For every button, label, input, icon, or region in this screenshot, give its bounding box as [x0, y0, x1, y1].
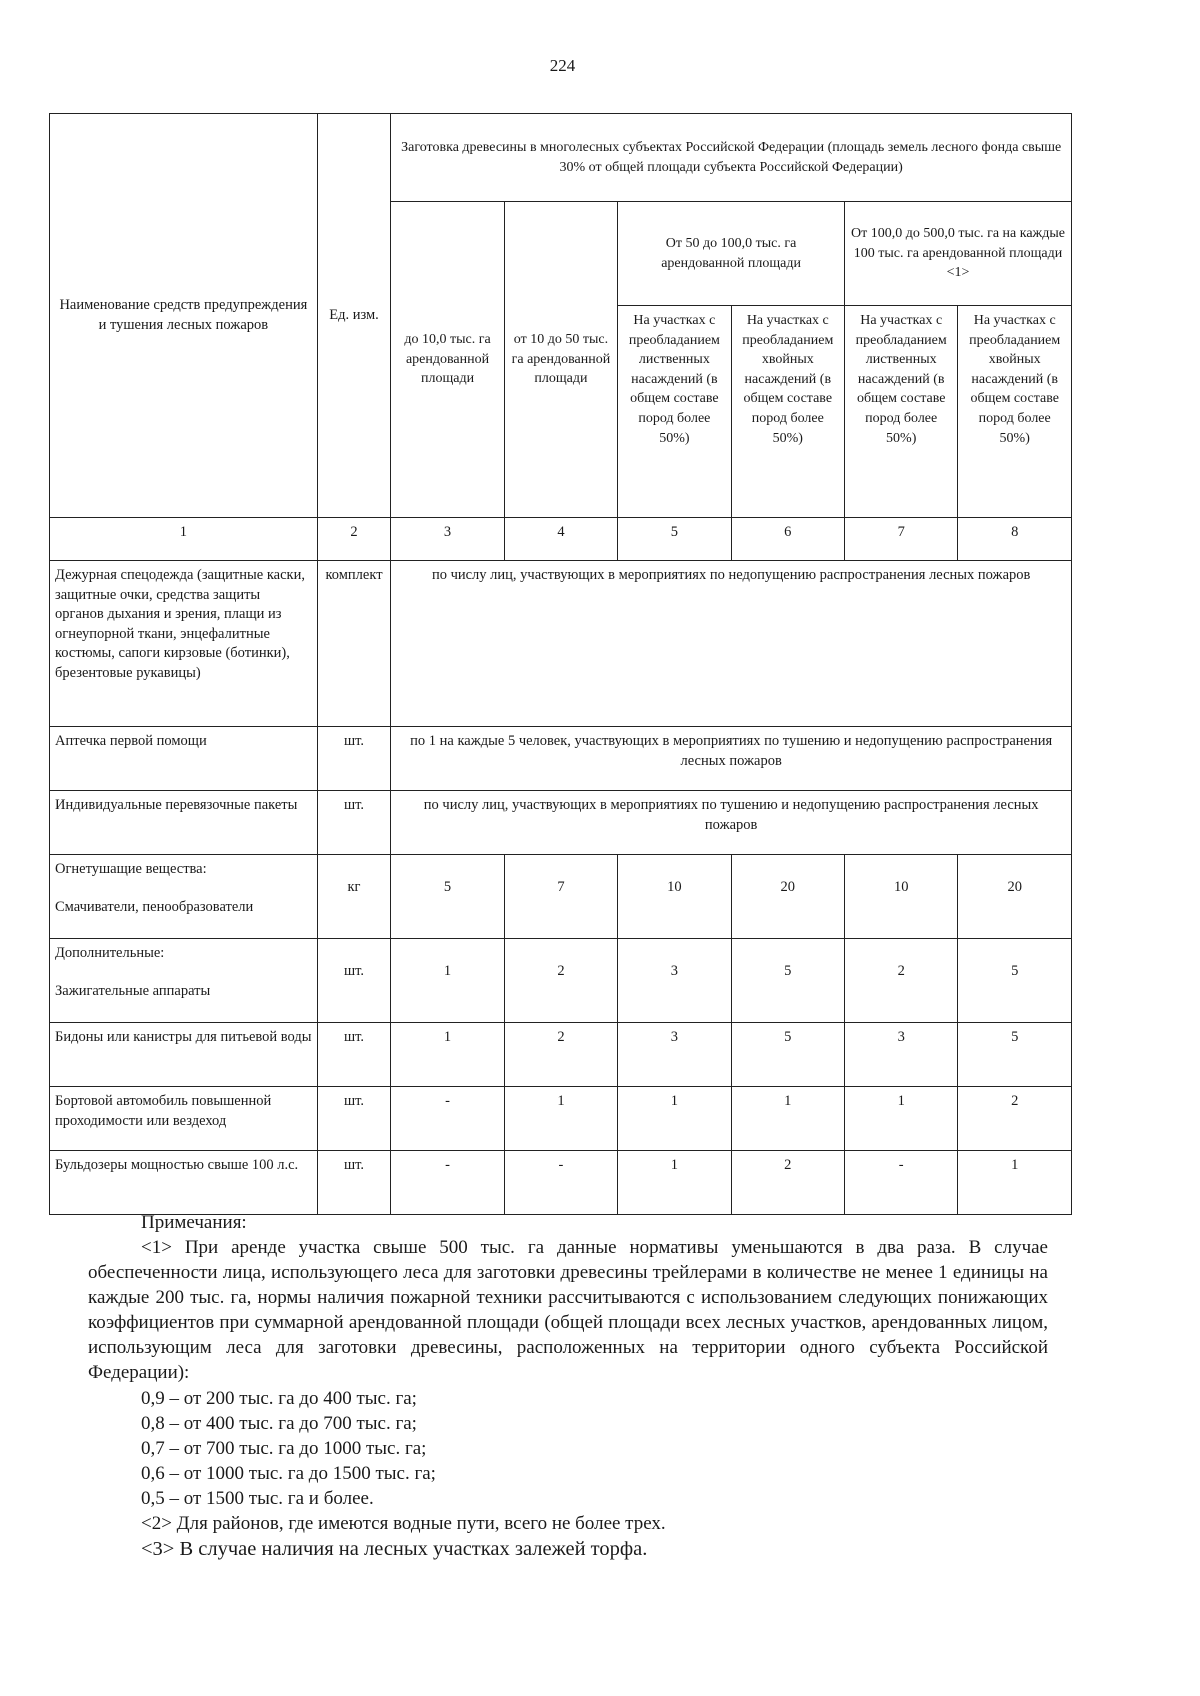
header-col-7: На участках с преобладанием лиственных насаждений (в общем составе пород более 50%): [845, 306, 958, 518]
row-unit: шт.: [317, 727, 391, 791]
cell-value-text: 7: [557, 879, 565, 895]
cell-value-text: 20: [780, 879, 796, 895]
table-row: [50, 939, 1072, 1023]
cell-value-text: 5: [1011, 963, 1019, 979]
cell-value-text: 5: [443, 879, 452, 895]
cell-value: 5: [731, 1023, 844, 1087]
row-name: Бульдозеры мощностью свыше 100 л.с.: [50, 1151, 318, 1215]
header-50-100: От 50 до 100,0 тыс. га арендованной площади: [618, 202, 845, 306]
row-merged-value: по числу лиц, участвующих в мероприятиях по тушению и недопущению распространения лесных пожаров: [391, 791, 1072, 855]
cell-value-text: 10: [893, 879, 909, 895]
cell-value-text: 3: [670, 963, 678, 979]
header-name: Наименование средств предупреждения и тушения лесных пожаров: [50, 114, 318, 518]
cell-value: [731, 939, 844, 1023]
row-name: [50, 939, 318, 1023]
cell-value: [504, 939, 617, 1023]
column-number-row: [50, 518, 1072, 561]
notes-heading: Примечания:: [141, 1212, 247, 1233]
cell-value-text: 10: [667, 879, 682, 895]
header-col-5: На участках с преобладанием лиственных насаждений (в общем составе пород более 50%): [618, 306, 731, 518]
note-3: <3> В случае наличия на лесных участках залежей торфа.: [141, 1538, 648, 1561]
header-100-500: От 100,0 до 500,0 тыс. га на каждые 100 тыс. га арендованной площади <1>: [845, 202, 1072, 306]
row-name: Дежурная спецодежда (защитные каски, защитные очки, средства защиты органов дыхания и зрения, плащи из огнеупорной ткани, энцефалитные костюмы, сапоги кирзовые (ботинки), брезентовые рукавицы): [50, 561, 318, 727]
cell-value: 1: [618, 1087, 731, 1151]
col-number: 5: [618, 518, 731, 561]
cell-value-text: 2: [897, 963, 905, 979]
header-harvesting-group: Заготовка древесины в многолесных субъектах Российской Федерации (площадь земель лесного фонда свыше 30% от общей площади субъекта Российской Федерации): [391, 114, 1072, 202]
header-col-3: до 10,0 тыс. га арендованной площади: [391, 202, 504, 518]
col-number: 1: [50, 518, 318, 561]
header-unit: Ед. изм.: [317, 114, 391, 518]
row-name: Бортовой автомобиль повышенной проходимости или вездеход: [50, 1087, 318, 1151]
table-row: [50, 561, 1072, 727]
row-unit: комплект: [317, 561, 391, 727]
col-number: 3: [391, 518, 504, 561]
col-number: 2: [317, 518, 391, 561]
note-1: <1> При аренде участка свыше 500 тыс. га данные нормативы уменьшаются в два раза. В случае обеспеченности лица, использующего леса для заготовки древесины трейлерами в количестве не менее 1 единицы на каждые 200 тыс. га, нормы наличия пожарной техники рассчитываются с использованием следующих понижающих коэффициентов при суммарной арендованной площади (общей площади всех лесных участков, арендованных лицом, использующим леса для заготовки древесины, расположенных на территории одного субъекта Российской Федерации):: [88, 1237, 1048, 1384]
cell-value: -: [391, 1087, 504, 1151]
table-row: [50, 791, 1072, 855]
norms-table: [49, 113, 1072, 1215]
header-col-8: На участках с преобладанием хвойных насаждений (в общем составе пород более 50%): [958, 306, 1072, 518]
row-unit: [317, 939, 391, 1023]
row-name: [50, 855, 318, 939]
row-merged-value: по числу лиц, участвующих в мероприятиях по недопущению распространения лесных пожаров: [391, 561, 1072, 727]
col-number: 7: [845, 518, 958, 561]
row-name: Индивидуальные перевязочные пакеты: [50, 791, 318, 855]
row-unit-text: шт.: [344, 963, 365, 979]
cell-value: [845, 855, 958, 939]
header-col-6: На участках с преобладанием хвойных насаждений (в общем составе пород более 50%): [731, 306, 844, 518]
cell-value: [391, 939, 504, 1023]
row-name-text: Зажигательные аппараты: [55, 982, 211, 999]
note-2: <2> Для районов, где имеются водные пути, всего не более трех.: [141, 1512, 666, 1534]
cell-value: 2: [731, 1151, 844, 1215]
cell-value-text: 2: [557, 963, 565, 979]
coefficient-line: 0,6 – от 1000 тыс. га до 1500 тыс. га;: [141, 1462, 436, 1484]
table-row: [50, 1023, 1072, 1087]
cell-value: -: [504, 1151, 617, 1215]
row-group-label: Дополнительные:: [55, 945, 165, 961]
table-row: [50, 855, 1072, 939]
row-group-label: Огнетушащие вещества:: [55, 861, 207, 877]
row-name-text: Смачиватели, пенообразователи: [55, 898, 254, 915]
cell-value-text: 5: [784, 963, 792, 979]
cell-value: 3: [618, 1023, 731, 1087]
cell-value: [958, 855, 1072, 939]
cell-value: 1: [731, 1087, 844, 1151]
cell-value-text: 20: [1007, 879, 1022, 895]
coefficient-line: 0,7 – от 700 тыс. га до 1000 тыс. га;: [141, 1437, 427, 1459]
cell-value: [958, 939, 1072, 1023]
row-unit: шт.: [317, 791, 391, 855]
table-row: [50, 1087, 1072, 1151]
page-number: 224: [549, 56, 576, 75]
row-unit: шт.: [317, 1151, 391, 1215]
table-row: [50, 1151, 1072, 1215]
cell-value: [845, 939, 958, 1023]
cell-value: -: [391, 1151, 504, 1215]
row-name: Аптечка первой помощи: [50, 727, 318, 791]
cell-value: 1: [391, 1023, 504, 1087]
cell-value: 1: [958, 1151, 1072, 1215]
cell-value: 2: [958, 1087, 1072, 1151]
header-col-4: от 10 до 50 тыс. га арендованной площади: [504, 202, 617, 518]
coefficient-line: 0,9 – от 200 тыс. га до 400 тыс. га;: [141, 1387, 417, 1409]
cell-value: 2: [504, 1023, 617, 1087]
cell-value: 1: [618, 1151, 731, 1215]
cell-value: [618, 855, 731, 939]
cell-value: 3: [845, 1023, 958, 1087]
coefficient-line: 0,5 – от 1500 тыс. га и более.: [141, 1487, 374, 1509]
col-number: 8: [958, 518, 1072, 561]
cell-value: [731, 855, 844, 939]
cell-value: 1: [845, 1087, 958, 1151]
cell-value: -: [845, 1151, 958, 1215]
cell-value: 1: [504, 1087, 617, 1151]
col-number: 4: [504, 518, 617, 561]
row-unit: шт.: [317, 1087, 391, 1151]
row-name: Бидоны или канистры для питьевой воды: [50, 1023, 318, 1087]
cell-value: [391, 855, 504, 939]
table-row: [50, 727, 1072, 791]
coefficient-line: 0,8 – от 400 тыс. га до 700 тыс. га;: [141, 1412, 417, 1434]
cell-value: 5: [958, 1023, 1072, 1087]
row-unit-text: кг: [347, 879, 361, 895]
cell-value-text: 1: [443, 963, 452, 979]
row-unit: [317, 855, 391, 939]
cell-value: [618, 939, 731, 1023]
notes-section: [88, 1210, 1048, 1563]
row-unit: шт.: [317, 1023, 391, 1087]
col-number: 6: [731, 518, 844, 561]
row-merged-value: по 1 на каждые 5 человек, участвующих в мероприятиях по тушению и недопущению распространения лесных пожаров: [391, 727, 1072, 791]
cell-value: [504, 855, 617, 939]
